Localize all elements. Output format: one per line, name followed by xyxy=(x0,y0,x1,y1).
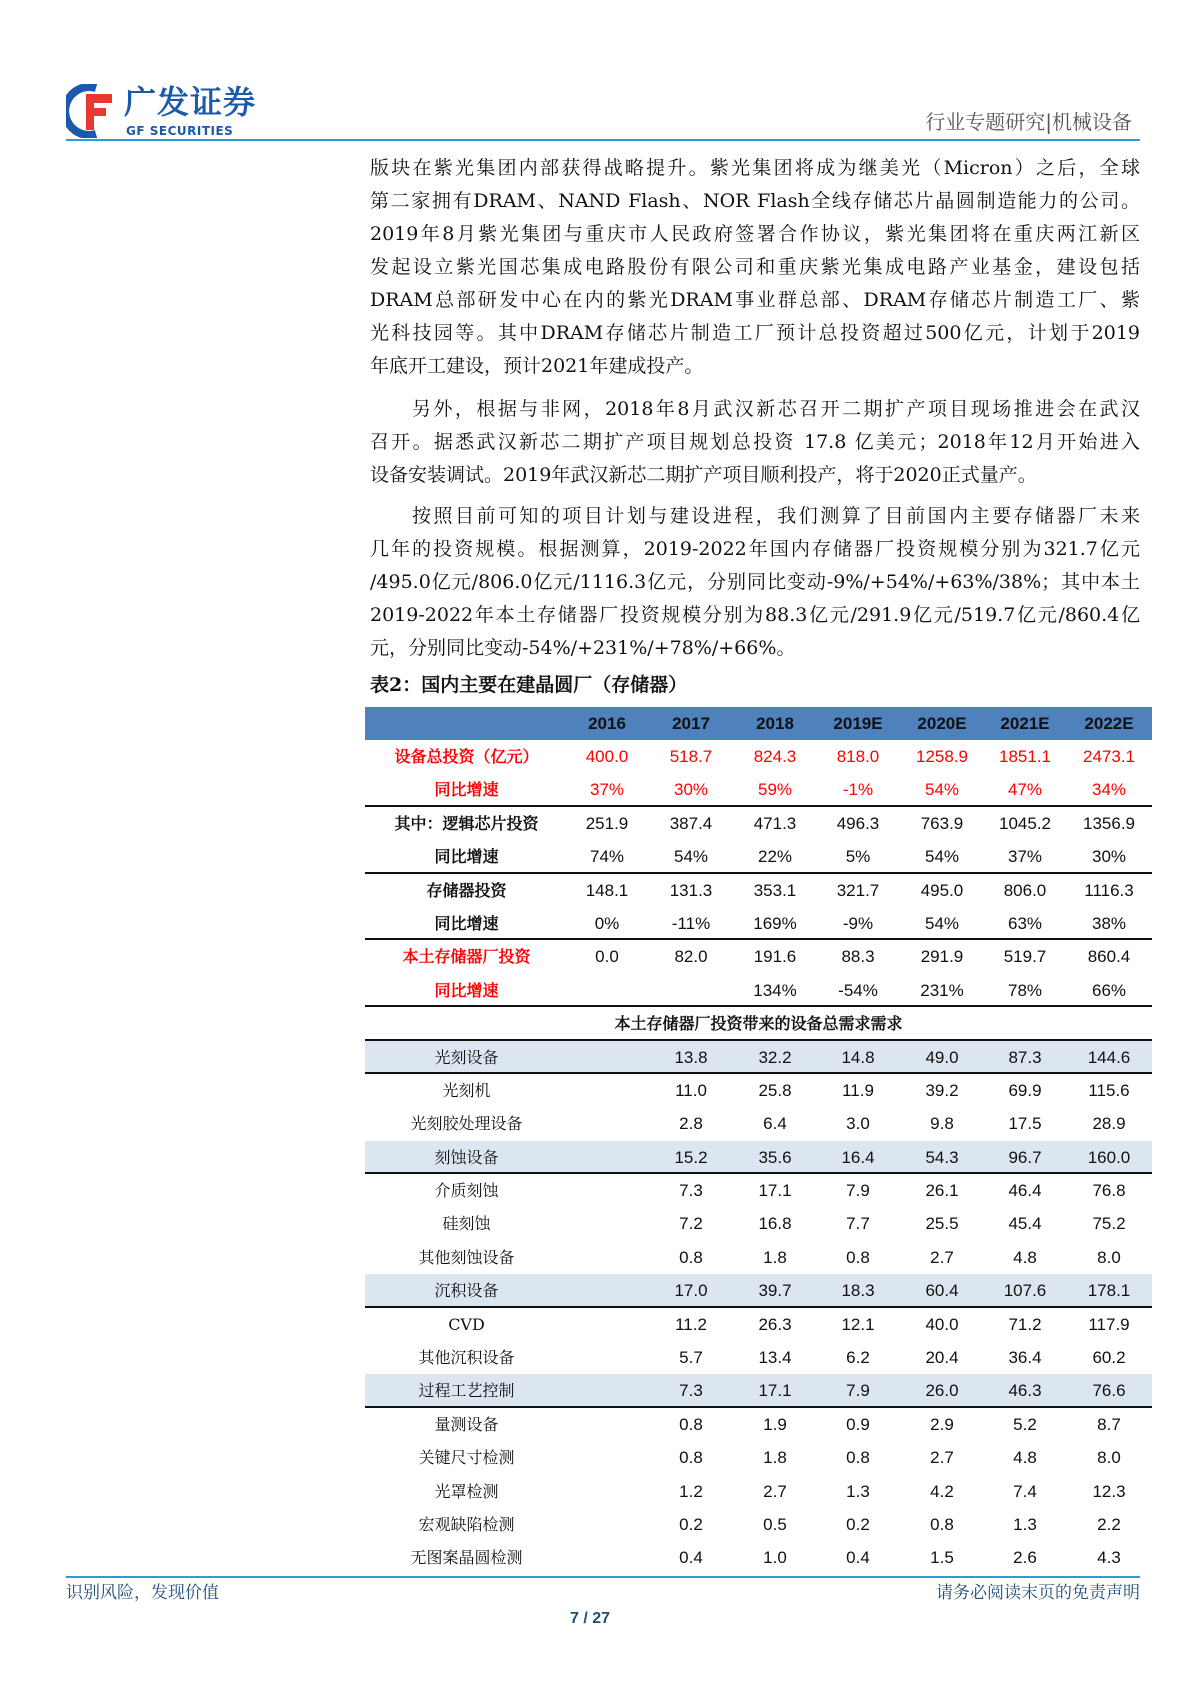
table-cell: 28.9 xyxy=(1092,1114,1126,1134)
table-cell: 7.2 xyxy=(679,1214,703,1234)
row-label: 硅刻蚀 xyxy=(442,1214,491,1234)
table-cell: 96.7 xyxy=(1008,1147,1042,1167)
table-cell: 13.4 xyxy=(758,1348,792,1368)
table-cell: 5.2 xyxy=(1013,1414,1037,1434)
table-cell: 7.3 xyxy=(679,1181,703,1201)
table-cell: 87.3 xyxy=(1008,1047,1042,1067)
table-cell: 11.9 xyxy=(842,1080,874,1100)
table-cell: 148.1 xyxy=(585,880,629,900)
table-cell: 25.8 xyxy=(758,1080,792,1100)
report-section-label: 行业专题研究|机械设备 xyxy=(925,110,1132,134)
table-row xyxy=(365,1207,1152,1240)
row-label: 光刻胶处理设备 xyxy=(410,1114,523,1134)
table-cell: 12.1 xyxy=(841,1314,875,1334)
paragraph xyxy=(370,500,1140,665)
table-cell: 76.8 xyxy=(1092,1181,1126,1201)
table-row xyxy=(365,1441,1152,1474)
table-cell: 38% xyxy=(1091,913,1127,933)
column-header: 2019E xyxy=(833,714,883,733)
table-cell: 49.0 xyxy=(925,1047,959,1067)
table-cell: 40.0 xyxy=(925,1314,959,1334)
column-header: 2018 xyxy=(756,714,794,733)
footer-divider xyxy=(66,1576,1140,1578)
table-cell: 144.6 xyxy=(1087,1047,1131,1067)
table-row xyxy=(365,1241,1152,1274)
table-cell: 16.8 xyxy=(758,1214,792,1234)
table-cell: 39.7 xyxy=(758,1281,792,1301)
table-row xyxy=(365,874,1152,907)
table-cell: 7.4 xyxy=(1013,1481,1037,1501)
table-cell: 39.2 xyxy=(925,1080,959,1100)
footer-disclaimer: 请务必阅读末页的免责声明 xyxy=(936,1583,1140,1603)
table-row xyxy=(365,940,1152,973)
table-cell: 0.0 xyxy=(595,947,619,967)
table-category-row xyxy=(365,1041,1152,1074)
table-cell: 0.8 xyxy=(679,1247,703,1267)
table-cell: 26.3 xyxy=(758,1314,792,1334)
table-cell: 11.2 xyxy=(675,1314,707,1334)
row-label: 其中：逻辑芯片投资 xyxy=(394,813,539,833)
table-cell: 1851.1 xyxy=(999,747,1051,766)
investment-table xyxy=(365,707,1152,1575)
table-cell: 824.3 xyxy=(753,747,797,766)
column-header: 2021E xyxy=(1000,714,1050,733)
table-cell: 17.5 xyxy=(1008,1114,1042,1134)
column-header: 2017 xyxy=(672,714,710,733)
table-cell: 1.3 xyxy=(1013,1514,1037,1534)
table-cell: 25.5 xyxy=(925,1214,959,1234)
table-row xyxy=(365,1341,1152,1374)
table-cell: 0.8 xyxy=(846,1448,870,1468)
table-cell: 1258.9 xyxy=(916,747,968,766)
table-cell: 18.3 xyxy=(841,1281,875,1301)
table-cell: 353.1 xyxy=(753,880,797,900)
table-cell: 46.4 xyxy=(1008,1181,1042,1201)
table-row xyxy=(365,907,1152,940)
table-cell: 7.3 xyxy=(679,1381,703,1401)
table-cell: 1.0 xyxy=(763,1548,787,1568)
footer-slogan: 识别风险，发现价值 xyxy=(66,1583,219,1603)
table-cell: 45.4 xyxy=(1008,1214,1042,1234)
gf-securities-logo xyxy=(66,84,256,140)
table-cell: 1.8 xyxy=(763,1247,787,1267)
table-cell: 291.9 xyxy=(920,947,964,967)
table-row xyxy=(365,1475,1152,1508)
table-cell: 0.4 xyxy=(846,1548,870,1568)
table-row xyxy=(365,1174,1152,1207)
paragraph xyxy=(370,393,1140,492)
paragraph-line: 第二家拥有DRAM、NAND Flash、NOR Flash全线存储芯片晶圆制造能力的公司。 xyxy=(370,190,1140,212)
table-cell: 15.2 xyxy=(674,1147,708,1167)
table-cell: 763.9 xyxy=(920,813,964,833)
table-row xyxy=(365,1541,1152,1574)
table-cell: 178.1 xyxy=(1087,1281,1131,1301)
table-cell: 69.9 xyxy=(1008,1080,1042,1100)
table-cell: 54.3 xyxy=(925,1147,959,1167)
table-cell: 54% xyxy=(924,780,960,800)
table-cell: 1.8 xyxy=(763,1448,787,1468)
header-divider xyxy=(66,139,1140,141)
column-header: 2022E xyxy=(1084,714,1134,733)
table-cell: 66% xyxy=(1091,980,1127,1000)
row-label: 本土存储器厂投资 xyxy=(402,947,531,967)
table-cell: 32.2 xyxy=(758,1047,792,1067)
table-cell: 107.6 xyxy=(1003,1281,1047,1301)
table-cell: 495.0 xyxy=(920,880,964,900)
table-cell: 26.1 xyxy=(925,1181,959,1201)
paragraph-line: DRAM总部研发中心在内的紫光DRAM事业群总部、DRAM存储芯片制造工厂、紫 xyxy=(370,289,1140,311)
table-cell: 5% xyxy=(845,847,871,867)
table-cell: 1045.2 xyxy=(999,813,1051,833)
table-cell: 191.6 xyxy=(753,947,797,967)
row-label: 光刻机 xyxy=(442,1080,491,1100)
row-label: 关键尺寸检测 xyxy=(418,1448,515,1468)
table-cell: 0% xyxy=(594,913,620,933)
table-cell: 169% xyxy=(753,913,797,933)
row-label: 无图案晶圆检测 xyxy=(410,1548,523,1568)
paragraph-line: 年底开工建设，预计2021年建成投产。 xyxy=(370,355,704,377)
row-label: 沉积设备 xyxy=(434,1281,499,1301)
paragraph-line: /495.0亿元/806.0亿元/1116.3亿元，分别同比变动-9%/+54%/+63%/38%；其中本土 xyxy=(370,571,1140,593)
table-cell: 387.4 xyxy=(669,813,713,833)
table-cell: 160.0 xyxy=(1087,1147,1131,1167)
table-cell: 17.0 xyxy=(674,1281,708,1301)
table-cell: 0.8 xyxy=(679,1448,703,1468)
table-cell: 78% xyxy=(1007,980,1043,1000)
row-label: 同比增速 xyxy=(434,780,499,800)
table-cell: 231% xyxy=(920,980,964,1000)
table-row xyxy=(365,1408,1152,1441)
row-label: 介质刻蚀 xyxy=(434,1181,499,1201)
table-cell: 60.2 xyxy=(1092,1348,1126,1368)
row-label: 其他刻蚀设备 xyxy=(418,1247,515,1267)
table-cell: -1% xyxy=(842,780,874,800)
table-cell: 2.2 xyxy=(1097,1514,1121,1534)
table-cell: 7.7 xyxy=(846,1214,870,1234)
table-cell: 60.4 xyxy=(925,1281,959,1301)
table-cell: 0.2 xyxy=(846,1514,870,1534)
section-title: 本土存储器厂投资带来的设备总需求需求 xyxy=(614,1014,903,1034)
table-cell: 400.0 xyxy=(585,747,629,766)
row-label: 同比增速 xyxy=(434,913,499,933)
table-cell: -11% xyxy=(671,913,711,933)
table-cell: 2.9 xyxy=(930,1414,954,1434)
paragraph xyxy=(370,152,1140,383)
table-cell: 14.8 xyxy=(841,1047,875,1067)
paragraph-line: 设备安装调试。2019年武汉新芯二期扩产项目顺利投产，将于2020正式量产。 xyxy=(370,464,1037,486)
table-cell: 3.0 xyxy=(846,1114,870,1134)
table-cell: 2473.1 xyxy=(1083,747,1135,766)
table-cell: -54% xyxy=(838,980,878,1000)
table-cell: 1.3 xyxy=(846,1481,870,1501)
row-label: CVD xyxy=(448,1314,485,1334)
table-cell: 0.8 xyxy=(679,1414,703,1434)
row-label: 光罩检测 xyxy=(434,1481,499,1501)
table-cell: 8.7 xyxy=(1097,1414,1121,1434)
table-cell: 1.2 xyxy=(679,1481,703,1501)
table-cell: 63% xyxy=(1007,913,1043,933)
table-cell: 1.9 xyxy=(763,1414,787,1434)
table-cell: 46.3 xyxy=(1008,1381,1042,1401)
table-cell: 496.3 xyxy=(836,813,880,833)
table-cell: 131.3 xyxy=(669,880,713,900)
row-label: 量测设备 xyxy=(434,1414,499,1434)
table-cell: 8.0 xyxy=(1097,1247,1121,1267)
table-cell: 4.3 xyxy=(1097,1548,1121,1568)
table-cell: 47% xyxy=(1007,780,1043,800)
table-cell: 22% xyxy=(757,847,793,867)
paragraph-line: 另外，根据与非网，2018年8月武汉新芯召开二期扩产项目现场推进会在武汉 xyxy=(412,398,1140,420)
page-number: 7 / 27 xyxy=(570,1610,611,1627)
table-cell: 251.9 xyxy=(585,813,629,833)
row-label: 同比增速 xyxy=(434,847,499,867)
column-header: 2016 xyxy=(588,714,626,733)
table-cell: 518.7 xyxy=(669,747,713,766)
table-cell: 2.8 xyxy=(679,1114,703,1134)
table-cell: 2.7 xyxy=(930,1448,954,1468)
column-header: 2020E xyxy=(917,714,967,733)
table-cell: 471.3 xyxy=(753,813,797,833)
table-cell: 0.8 xyxy=(846,1247,870,1267)
table-cell: 8.0 xyxy=(1097,1448,1121,1468)
table-caption: 表2：国内主要在建晶圆厂（存储器） xyxy=(370,674,688,696)
table-cell: 12.3 xyxy=(1092,1481,1126,1501)
row-label: 过程工艺控制 xyxy=(418,1381,515,1401)
table-cell: 17.1 xyxy=(758,1381,792,1401)
table-cell: 4.8 xyxy=(1013,1448,1037,1468)
table-category-row xyxy=(365,1374,1152,1407)
table-cell: 806.0 xyxy=(1003,880,1047,900)
table-cell: 818.0 xyxy=(836,747,880,766)
paragraph-line: 光科技园等。其中DRAM存储芯片制造工厂预计总投资超过500亿元，计划于2019 xyxy=(370,322,1140,344)
table-cell: -9% xyxy=(842,913,874,933)
table-cell: 59% xyxy=(757,780,793,800)
table-cell: 17.1 xyxy=(758,1181,792,1201)
table-cell: 9.8 xyxy=(930,1114,954,1134)
table-header-row xyxy=(365,707,1152,740)
table-cell: 54% xyxy=(673,847,709,867)
section-title-row xyxy=(365,1007,1152,1040)
table-cell: 117.9 xyxy=(1088,1314,1130,1334)
table-cell: 321.7 xyxy=(836,880,880,900)
table-cell: 26.0 xyxy=(925,1381,959,1401)
row-label: 刻蚀设备 xyxy=(434,1147,499,1167)
paragraph-line: 发起设立紫光国芯集成电路股份有限公司和重庆紫光集成电路产业基金，建设包括 xyxy=(370,256,1140,278)
table-cell: 7.9 xyxy=(846,1381,870,1401)
paragraph-line: 召开。据悉武汉新芯二期扩产项目规划总投资 17.8 亿美元；2018年12月开始进入 xyxy=(370,431,1140,453)
table-cell: 20.4 xyxy=(925,1348,959,1368)
table-cell: 82.0 xyxy=(674,947,708,967)
table-cell: 115.6 xyxy=(1088,1080,1130,1100)
logo-text-cn: 广发证券 xyxy=(124,83,257,121)
paragraph-line: 版块在紫光集团内部获得战略提升。紫光集团将成为继美光（Micron）之后，全球 xyxy=(370,157,1140,179)
table-cell: 2.7 xyxy=(930,1247,954,1267)
table-category-row xyxy=(365,1141,1152,1174)
table-cell: 30% xyxy=(673,780,709,800)
table-cell: 1356.9 xyxy=(1083,813,1135,833)
paragraph-line: 几年的投资规模。根据测算，2019-2022年国内存储器厂投资规模分别为321.7亿元 xyxy=(370,538,1140,560)
table-cell: 54% xyxy=(924,847,960,867)
logo-mark-icon xyxy=(66,84,116,138)
table-cell: 1.5 xyxy=(930,1548,954,1568)
row-label: 设备总投资（亿元） xyxy=(394,747,539,766)
table-cell: 7.9 xyxy=(846,1181,870,1201)
table-cell: 0.5 xyxy=(763,1514,787,1534)
table-row xyxy=(365,1074,1152,1107)
table-cell: 519.7 xyxy=(1003,947,1047,967)
paragraph-line: 按照目前可知的项目计划与建设进程，我们测算了目前国内主要存储器厂未来 xyxy=(412,505,1140,527)
table-cell: 36.4 xyxy=(1008,1348,1042,1368)
table-row xyxy=(365,840,1152,873)
table-cell: 4.2 xyxy=(930,1481,954,1501)
table-cell: 34% xyxy=(1091,780,1127,800)
table-cell: 37% xyxy=(589,780,625,800)
table-cell: 5.7 xyxy=(679,1348,703,1368)
table-cell: 1116.3 xyxy=(1084,880,1134,900)
table-cell: 35.6 xyxy=(758,1147,792,1167)
table-cell: 860.4 xyxy=(1087,947,1131,967)
table-cell: 13.8 xyxy=(674,1047,708,1067)
table-cell: 75.2 xyxy=(1092,1214,1126,1234)
table-cell: 6.2 xyxy=(846,1348,870,1368)
table-row xyxy=(365,807,1152,840)
table-cell: 54% xyxy=(924,913,960,933)
table-cell: 0.9 xyxy=(846,1414,870,1434)
table-row xyxy=(365,1107,1152,1140)
table-cell: 0.4 xyxy=(679,1548,703,1568)
table-cell: 0.8 xyxy=(930,1514,954,1534)
table-cell: 37% xyxy=(1007,847,1043,867)
table-cell: 2.6 xyxy=(1013,1548,1037,1568)
table-cell: 134% xyxy=(753,980,797,1000)
table-cell: 88.3 xyxy=(841,947,875,967)
table-cell: 16.4 xyxy=(841,1147,875,1167)
table-row xyxy=(365,1308,1152,1341)
row-label: 同比增速 xyxy=(434,980,499,1000)
table-cell: 0.2 xyxy=(679,1514,703,1534)
row-label: 其他沉积设备 xyxy=(418,1348,515,1368)
paragraph-line: 2019年8月紫光集团与重庆市人民政府签署合作协议，紫光集团将在重庆两江新区 xyxy=(370,223,1140,245)
table-cell: 11.0 xyxy=(675,1080,707,1100)
table-cell: 2.7 xyxy=(763,1481,787,1501)
table-category-row xyxy=(365,1274,1152,1307)
table-row xyxy=(365,740,1152,773)
table-cell: 76.6 xyxy=(1092,1381,1126,1401)
table-cell: 4.8 xyxy=(1013,1247,1037,1267)
logo-text-en: GF SECURITIES xyxy=(126,124,234,138)
table-cell: 74% xyxy=(589,847,625,867)
table-cell: 6.4 xyxy=(763,1114,787,1134)
row-label: 光刻设备 xyxy=(434,1047,499,1067)
paragraph-line: 2019-2022年本土存储器厂投资规模分别为88.3亿元/291.9亿元/519.7亿元/860.4亿 xyxy=(370,604,1140,626)
table-row xyxy=(365,974,1152,1007)
paragraph-line: 元，分别同比变动-54%/+231%/+78%/+66%。 xyxy=(370,637,796,659)
row-label: 存储器投资 xyxy=(426,880,507,900)
table-cell: 71.2 xyxy=(1008,1314,1042,1334)
table-cell: 30% xyxy=(1091,847,1127,867)
row-label: 宏观缺陷检测 xyxy=(418,1514,515,1534)
table-row xyxy=(365,1508,1152,1541)
table-row xyxy=(365,773,1152,806)
